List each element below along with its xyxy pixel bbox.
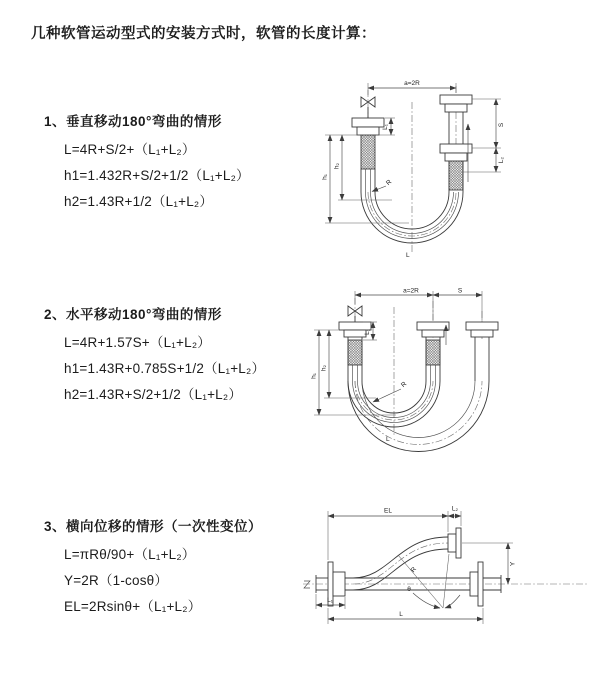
formula-h2: h2=1.43R+1/2（L₁+L₂）: [64, 194, 214, 209]
label-h1: h₁: [321, 174, 329, 180]
formula-l: L=4R+S/2+（L₁+L₂）: [64, 142, 196, 157]
diagram-lateral-displacement: [298, 498, 595, 653]
formula-el: EL=2Rsinθ+（L₁+L₂）: [64, 599, 202, 614]
hose-tube-position2: [348, 337, 489, 452]
formula-l: L=4R+1.57S+（L₁+L₂）: [64, 335, 211, 350]
label-l1: L₁: [364, 329, 371, 335]
section-2-heading: 2、水平移动180°弯曲的情形: [44, 307, 222, 322]
label-r: R: [399, 380, 409, 390]
section-2-formulas: [64, 330, 265, 408]
centerline-break-icon: [304, 581, 310, 588]
formula-h1: h1=1.43R+0.785S+1/2（L₁+L₂）: [64, 361, 266, 376]
section-1-heading: 1、垂直移动180°弯曲的情形: [44, 114, 222, 129]
formula-h2: h2=1.43R+S/2+1/2（L₁+L₂）: [64, 387, 243, 402]
dimension-el: [328, 508, 448, 561]
label-l: L: [406, 252, 410, 259]
diagram-vertical-180-bend: [312, 72, 590, 264]
radius-callout: [373, 380, 408, 402]
label-l: L: [386, 436, 390, 443]
dimension-l: [328, 608, 483, 624]
dimension-s: [472, 99, 505, 148]
formula-l: L=πRθ/90+（L₁+L₂）: [64, 547, 196, 562]
label-r: R: [409, 565, 419, 575]
section-3-heading: 3、横向位移的情形（一次性变位）: [44, 519, 263, 534]
label-l1: L₁: [382, 124, 389, 130]
label-l2: L₂: [498, 156, 505, 164]
label-h2: h₂: [333, 162, 341, 170]
dimension-a2r: [355, 288, 433, 321]
dimension-a2r: [368, 80, 456, 95]
page-title: 几种软管运动型式的安装方式时，软管的长度计算：: [31, 26, 376, 42]
label-l1: L₁: [327, 597, 333, 604]
flanges: [328, 528, 483, 606]
angle-construction: [398, 554, 460, 608]
centerlines: [303, 543, 588, 588]
label-r: R: [384, 178, 394, 188]
label-h2: h₂: [320, 364, 328, 372]
label-l2: L₂: [451, 505, 459, 513]
dimension-s: [433, 288, 482, 321]
section-1-formulas: [64, 137, 250, 215]
label-s: S: [457, 287, 463, 295]
formula-h1: h1=1.432R+S/2+1/2（L₁+L₂）: [64, 168, 250, 183]
label-a2r: a=2R: [403, 287, 419, 295]
label-l: L: [399, 611, 403, 618]
formula-y: Y=2R（1-cosθ）: [64, 573, 169, 588]
label-a2r: a=2R: [404, 80, 420, 87]
label-h1: h₁: [310, 373, 318, 379]
label-s: S: [498, 122, 505, 128]
label-el: EL: [384, 507, 392, 515]
dimension-l2: [448, 506, 461, 527]
label-theta: θ: [407, 586, 411, 593]
flanges: [339, 322, 498, 337]
label-y: Y: [509, 561, 517, 567]
section-3-formulas: [64, 542, 201, 620]
diagram-horizontal-180-bend: [308, 283, 590, 463]
